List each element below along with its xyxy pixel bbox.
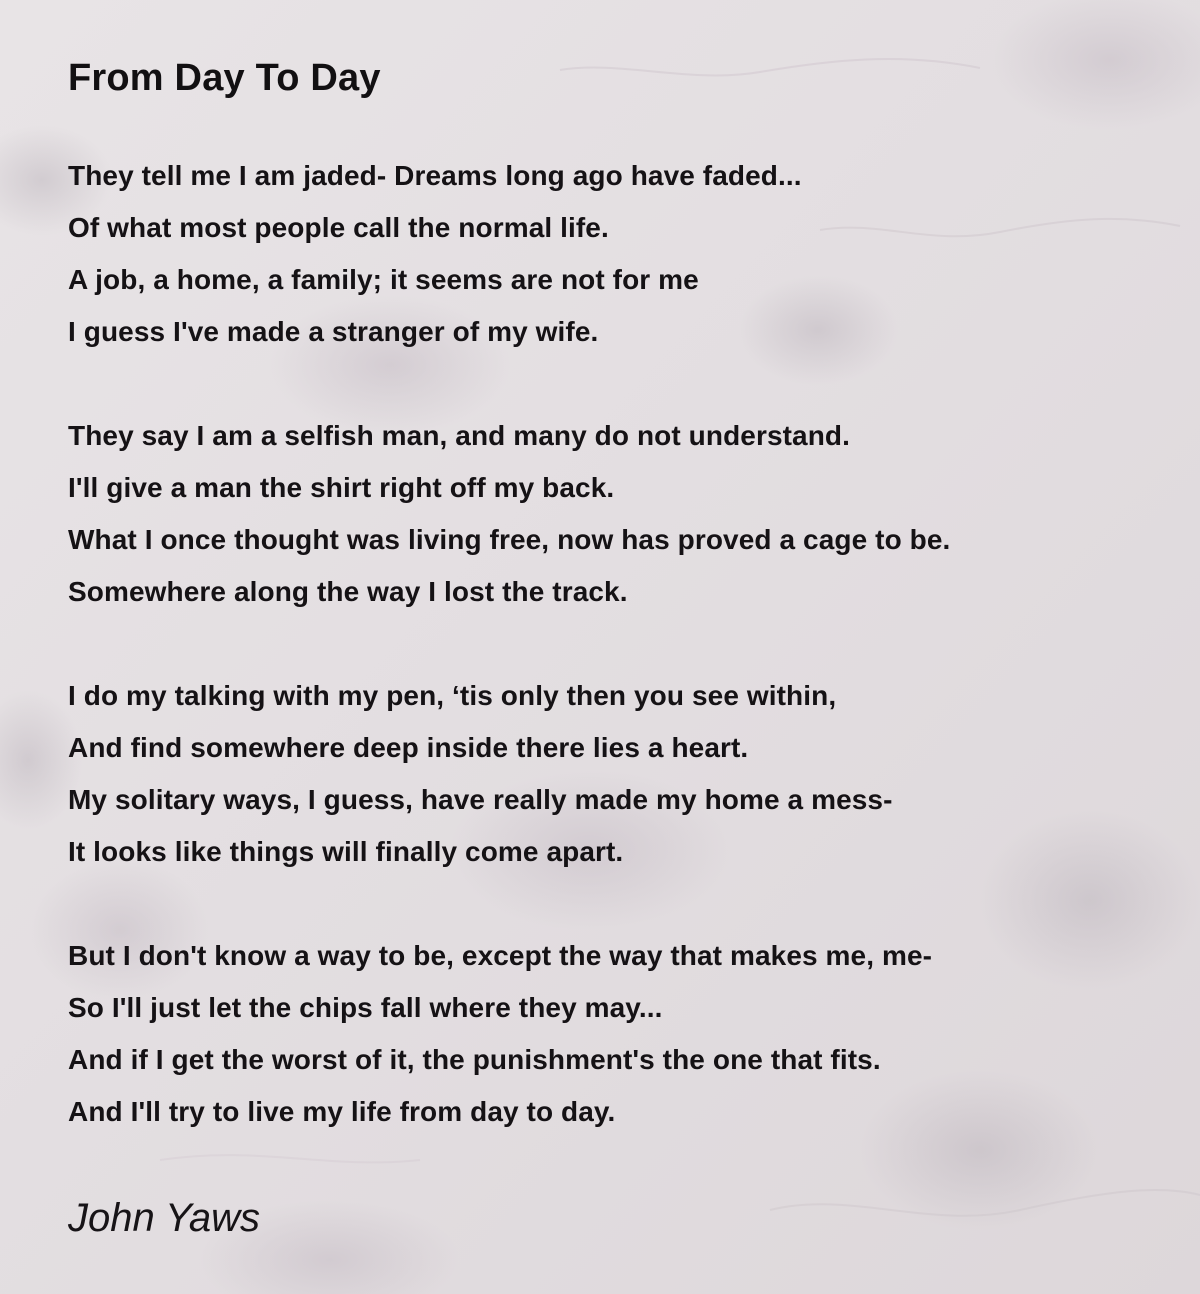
poem-author: John Yaws (68, 1196, 260, 1240)
poem-line: So I'll just let the chips fall where they may... (68, 992, 663, 1023)
poem-line: It looks like things will finally come apart. (68, 836, 624, 867)
poem-title: From Day To Day (68, 57, 381, 99)
poem-line: My solitary ways, I guess, have really made my home a mess- (68, 784, 893, 815)
poem-line: But I don't know a way to be, except the way that makes me, me- (68, 940, 933, 971)
poem-line: And if I get the worst of it, the punishment's the one that fits. (68, 1044, 881, 1075)
stanza-2 (68, 410, 1158, 618)
poem-line: And find somewhere deep inside there lies a heart. (68, 732, 749, 763)
poem-line: And I'll try to live my life from day to day. (68, 1096, 616, 1127)
poem-line: I'll give a man the shirt right off my back. (68, 472, 615, 503)
poem-line: A job, a home, a family; it seems are not for me (68, 264, 699, 295)
poem-body (68, 150, 1158, 1138)
stanza-1 (68, 150, 1158, 358)
poem-content (68, 52, 1158, 1190)
poem-line: They tell me I am jaded- Dreams long ago have faded... (68, 160, 802, 191)
poem-line: Of what most people call the normal life. (68, 212, 609, 243)
stanza-3 (68, 670, 1158, 878)
stanza-4 (68, 930, 1158, 1138)
poem-line: I do my talking with my pen, ‘tis only then you see within, (68, 680, 837, 711)
poem-line: I guess I've made a stranger of my wife. (68, 316, 599, 347)
poem-line: They say I am a selfish man, and many do not understand. (68, 420, 851, 451)
poem-line: Somewhere along the way I lost the track. (68, 576, 628, 607)
poem-line: What I once thought was living free, now has proved a cage to be. (68, 524, 951, 555)
